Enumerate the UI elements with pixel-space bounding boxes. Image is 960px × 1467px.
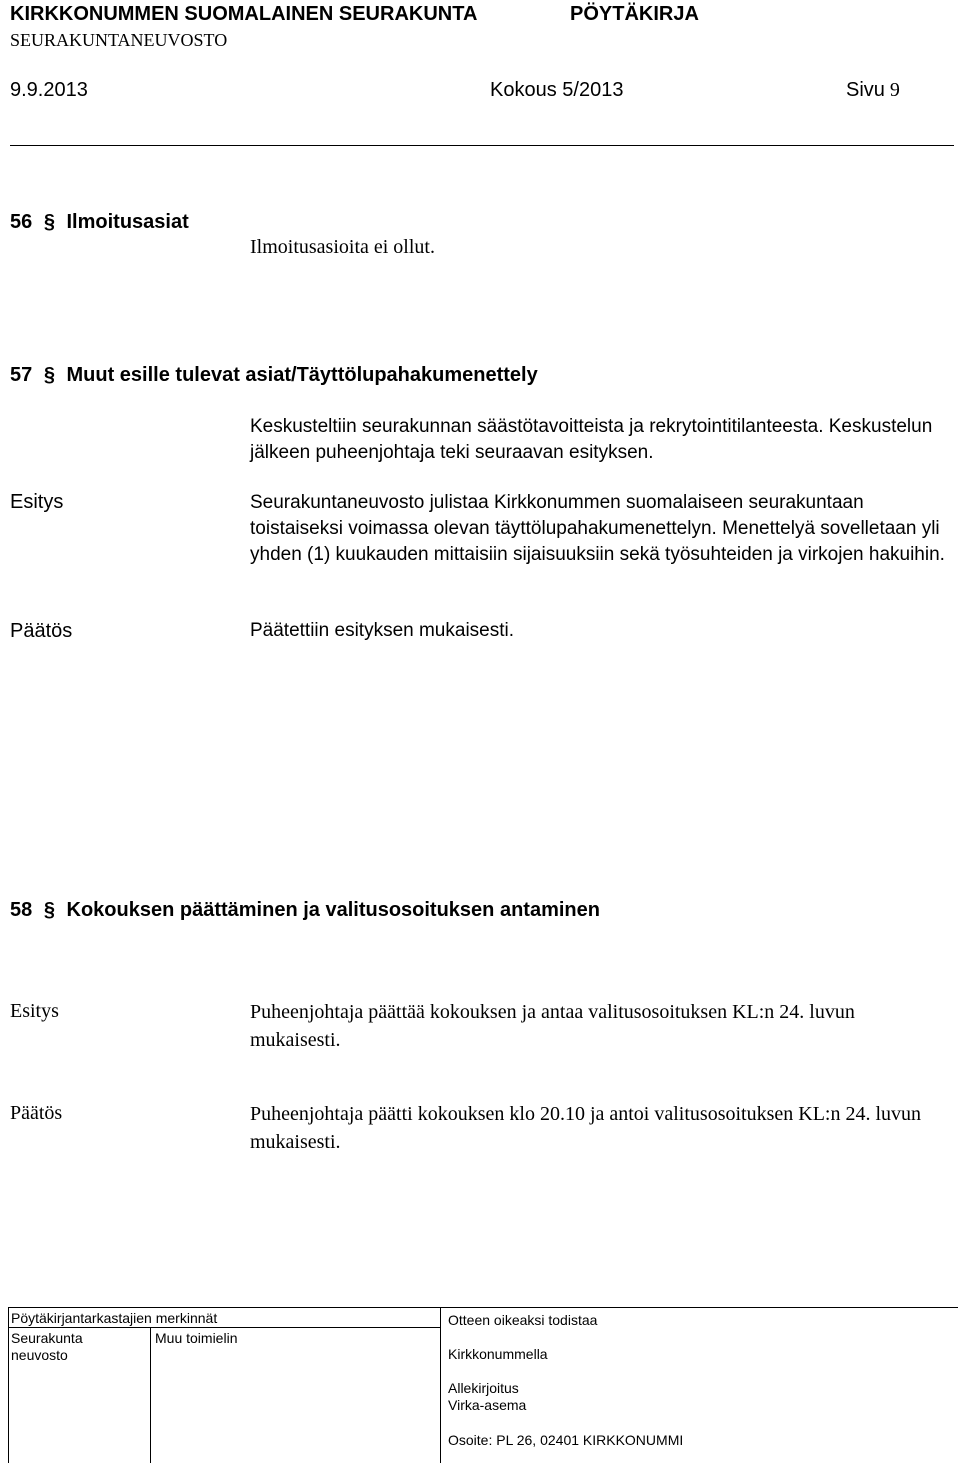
page-indicator bbox=[846, 79, 900, 102]
footer-position: Virka-asema bbox=[448, 1397, 527, 1413]
document-type: PÖYTÄKIRJA bbox=[570, 3, 699, 25]
section-56-heading bbox=[10, 211, 189, 234]
meeting-number: Kokous 5/2013 bbox=[490, 79, 624, 101]
section-58-title: Kokouksen päättäminen ja valitusosoituksen antaminen bbox=[66, 899, 600, 921]
footer-divider-vertical bbox=[440, 1307, 441, 1463]
section-56-number: 56 bbox=[10, 211, 33, 233]
section-57-number: 57 bbox=[10, 364, 33, 386]
section-57-decision-label: Päätös bbox=[10, 620, 73, 642]
section-57-heading bbox=[10, 364, 538, 387]
page-number: 9 bbox=[889, 79, 900, 101]
section-58-proposal-label: Esitys bbox=[10, 1000, 59, 1022]
organization-name: KIRKKONUMMEN SUOMALAINEN SEURAKUNTA bbox=[10, 3, 478, 25]
footer-signature: Allekirjoitus bbox=[448, 1380, 519, 1396]
section-58-heading bbox=[10, 899, 600, 922]
section-57-decision-text: Päätettiin esityksen mukaisesti. bbox=[250, 620, 515, 641]
footer-reviewers-title: Pöytäkirjantarkastajien merkinnät bbox=[11, 1310, 218, 1326]
footer-top-rule bbox=[8, 1307, 958, 1308]
section-symbol: § bbox=[43, 211, 55, 233]
footer-col-divider bbox=[150, 1327, 151, 1463]
header-divider bbox=[10, 145, 954, 146]
footer-col1-line2: neuvosto bbox=[11, 1347, 68, 1363]
section-57-intro: Keskusteltiin seurakunnan säästötavoitteista ja rekrytointitilanteesta. Keskustelun jälkeen puheenjohtaja teki seuraavan esityksen. bbox=[250, 416, 933, 463]
section-58-decision-text: Puheenjohtaja päätti kokouksen klo 20.10 ja antoi valitusosoituksen KL:n 24. luvun mukaisesti. bbox=[250, 1103, 922, 1153]
section-57-proposal-label: Esitys bbox=[10, 491, 64, 513]
page-label: Sivu bbox=[846, 79, 885, 101]
section-56-title: Ilmoitusasiat bbox=[66, 211, 189, 233]
section-58-number: 58 bbox=[10, 899, 33, 921]
meeting-date: 9.9.2013 bbox=[10, 79, 88, 101]
footer-sub-rule bbox=[8, 1327, 440, 1328]
section-58-proposal-text: Puheenjohtaja päättää kokouksen ja antaa valitusosoituksen KL:n 24. luvun mukaisesti. bbox=[250, 1001, 855, 1051]
footer-left-border bbox=[8, 1307, 9, 1463]
footer-certified-title: Otteen oikeaksi todistaa bbox=[448, 1312, 598, 1328]
footer-col2: Muu toimielin bbox=[155, 1330, 238, 1346]
body-name: SEURAKUNTANEUVOSTO bbox=[10, 30, 228, 50]
footer-address: Osoite: PL 26, 02401 KIRKKONUMMI bbox=[448, 1432, 684, 1448]
footer-col1-line1: Seurakunta bbox=[11, 1330, 83, 1346]
section-57-proposal-text: Seurakuntaneuvosto julistaa Kirkkonummen suomalaiseen seurakuntaan toistaiseksi voimassa olevan täyttölupahakumenettelyn. Menettelyä sovelletaan yli yhden (1) kuukauden mittaisiin sijaisuuksiin sekä työsuhteiden ja virkojen hakuihin. bbox=[250, 492, 945, 565]
section-symbol: § bbox=[43, 364, 55, 386]
section-57-title: Muut esille tulevat asiat/Täyttölupahakumenettely bbox=[66, 364, 538, 386]
section-58-decision-label: Päätös bbox=[10, 1102, 63, 1124]
section-56-text: Ilmoitusasioita ei ollut. bbox=[250, 236, 435, 258]
footer-place: Kirkkonummella bbox=[448, 1346, 548, 1362]
section-symbol: § bbox=[43, 899, 55, 921]
